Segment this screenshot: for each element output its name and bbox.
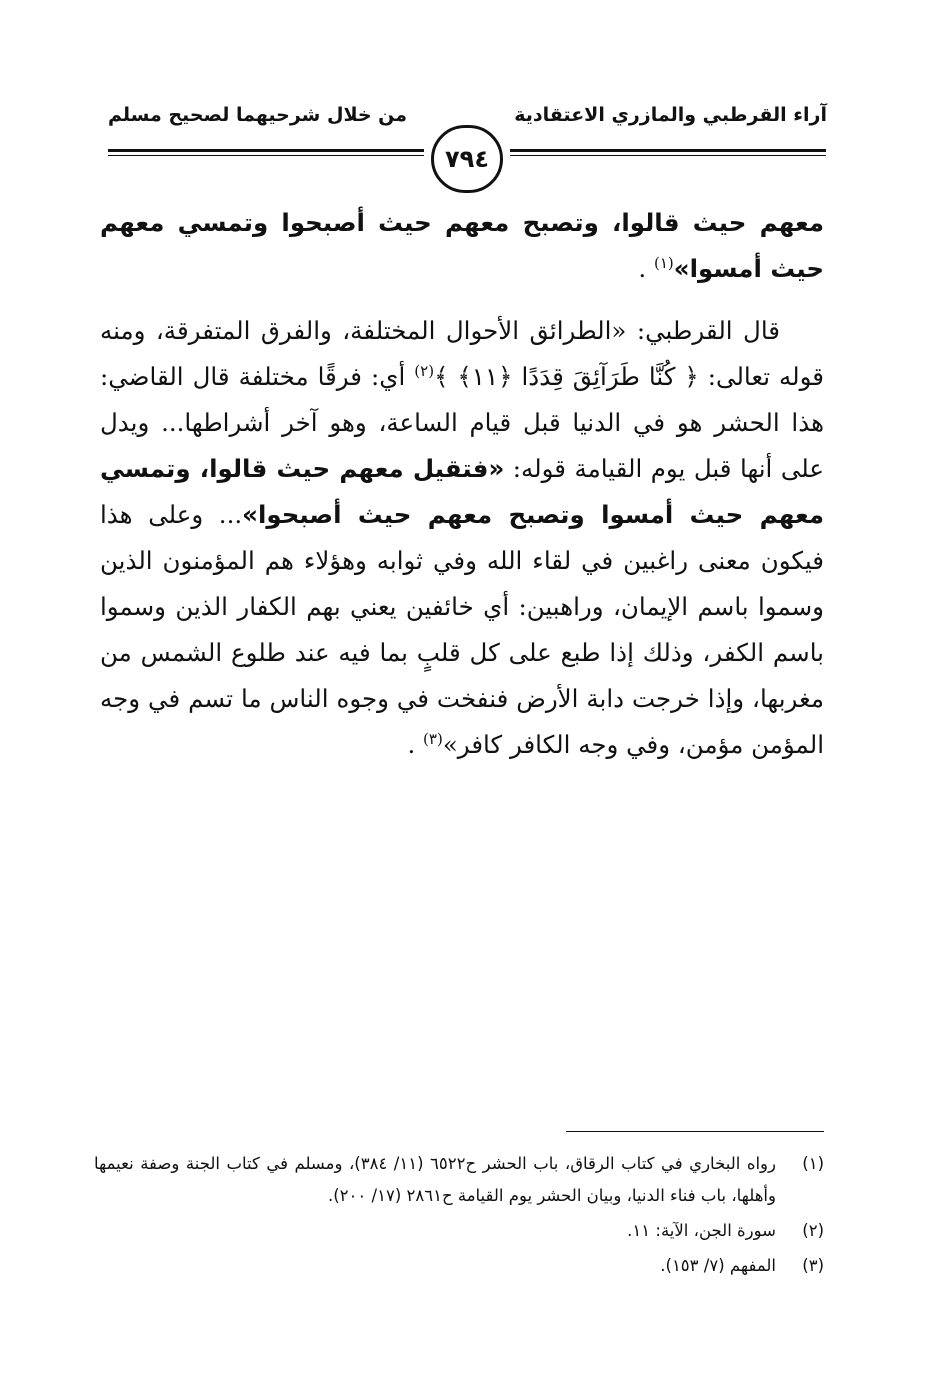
quran-verse: ﴿ كُنَّا طَرَآئِقَ قِدَدًا ﴿١١﴾ ﴾ <box>434 362 699 391</box>
paragraph-continuation <box>100 200 824 292</box>
header-rule-right-thin <box>510 155 826 156</box>
footnote-text: سورة الجن، الآية: ١١. <box>627 1221 776 1240</box>
footnote-item <box>94 1148 824 1212</box>
header-rule-left-thick <box>108 149 424 152</box>
footnote-number: (٣) <box>802 1256 824 1275</box>
main-text <box>100 200 824 768</box>
paragraph-end-mark: . <box>638 254 654 283</box>
page-number-badge <box>431 125 503 193</box>
paragraph-intro: قال القرطبي: «الطرائق الأحوال المختلفة، والفرق المتفرقة، ومنه قوله تعالى: <box>100 316 825 391</box>
footnote-item <box>94 1215 824 1247</box>
footnote-number: (١) <box>802 1154 824 1173</box>
paragraph-middle: أي: فرقًا مختلفة قال القاضي: هذا الحشر هو في الدنيا قبل قيام الساعة، وهو آخر أشراطها... ويدل على أنها قبل يوم القيامة قوله: <box>100 362 824 483</box>
paragraph-end-mark: . <box>407 730 424 759</box>
footnote-ref-1: (١) <box>654 253 674 272</box>
hadith-quote: «فتقيل معهم حيث قالوا، وتمسي معهم حيث أمسوا وتصبح معهم حيث أصبحوا» <box>100 454 824 529</box>
paragraph-rest: ... وعلى هذا فيكون معنى راغبين في لقاء الله وفي ثوابه وهؤلاء هم المؤمنون الذين وسموا باسم الإيمان، وراهبين: أي خائفين يعني بهم الكفار الذين وسموا باسم الكفر، وذلك إذا طبع على كل قلبٍ بما فيه عند طلوع الشمس من مغربها، وإذا خرجت دابة الأرض فنفخت في وجوه الناس ما تسم في وجه المؤمن مؤمن، وفي وجه الكافر كافر» <box>100 500 824 759</box>
header-rule-right-thick <box>510 149 826 152</box>
footnote-item <box>94 1250 824 1282</box>
footnote-ref-3: (٣) <box>423 729 443 748</box>
hadith-continuation: معهم حيث قالوا، وتصبح معهم حيث أصبحوا وتمسي معهم حيث أمسوا» <box>100 208 824 283</box>
footnote-separator <box>566 1131 824 1132</box>
paragraph-qurtubi <box>100 308 824 768</box>
footnote-ref-2: (٢) <box>414 361 435 380</box>
running-title-left: من خلال شرحيهما لصحيح مسلم <box>108 104 408 126</box>
header-rule-left-thin <box>108 155 424 156</box>
footnote-text: المفهم (٧/ ١٥٣). <box>660 1256 776 1275</box>
footnote-text: رواه البخاري في كتاب الرقاق، باب الحشر ح٦٥٢٢ (١١/ ٣٨٤)، ومسلم في كتاب الجنة وصفة نعيمها وأهلها، باب فناء الدنيا، وبيان الحشر يوم القيامة ح٢٨٦١ (١٧/ ٢٠٠). <box>94 1154 776 1205</box>
page-number: ٧٩٤ <box>445 145 489 173</box>
footnotes <box>94 1148 824 1285</box>
footnote-number: (٢) <box>802 1221 824 1240</box>
running-title-right: آراء القرطبي والمازري الاعتقادية <box>514 104 827 126</box>
